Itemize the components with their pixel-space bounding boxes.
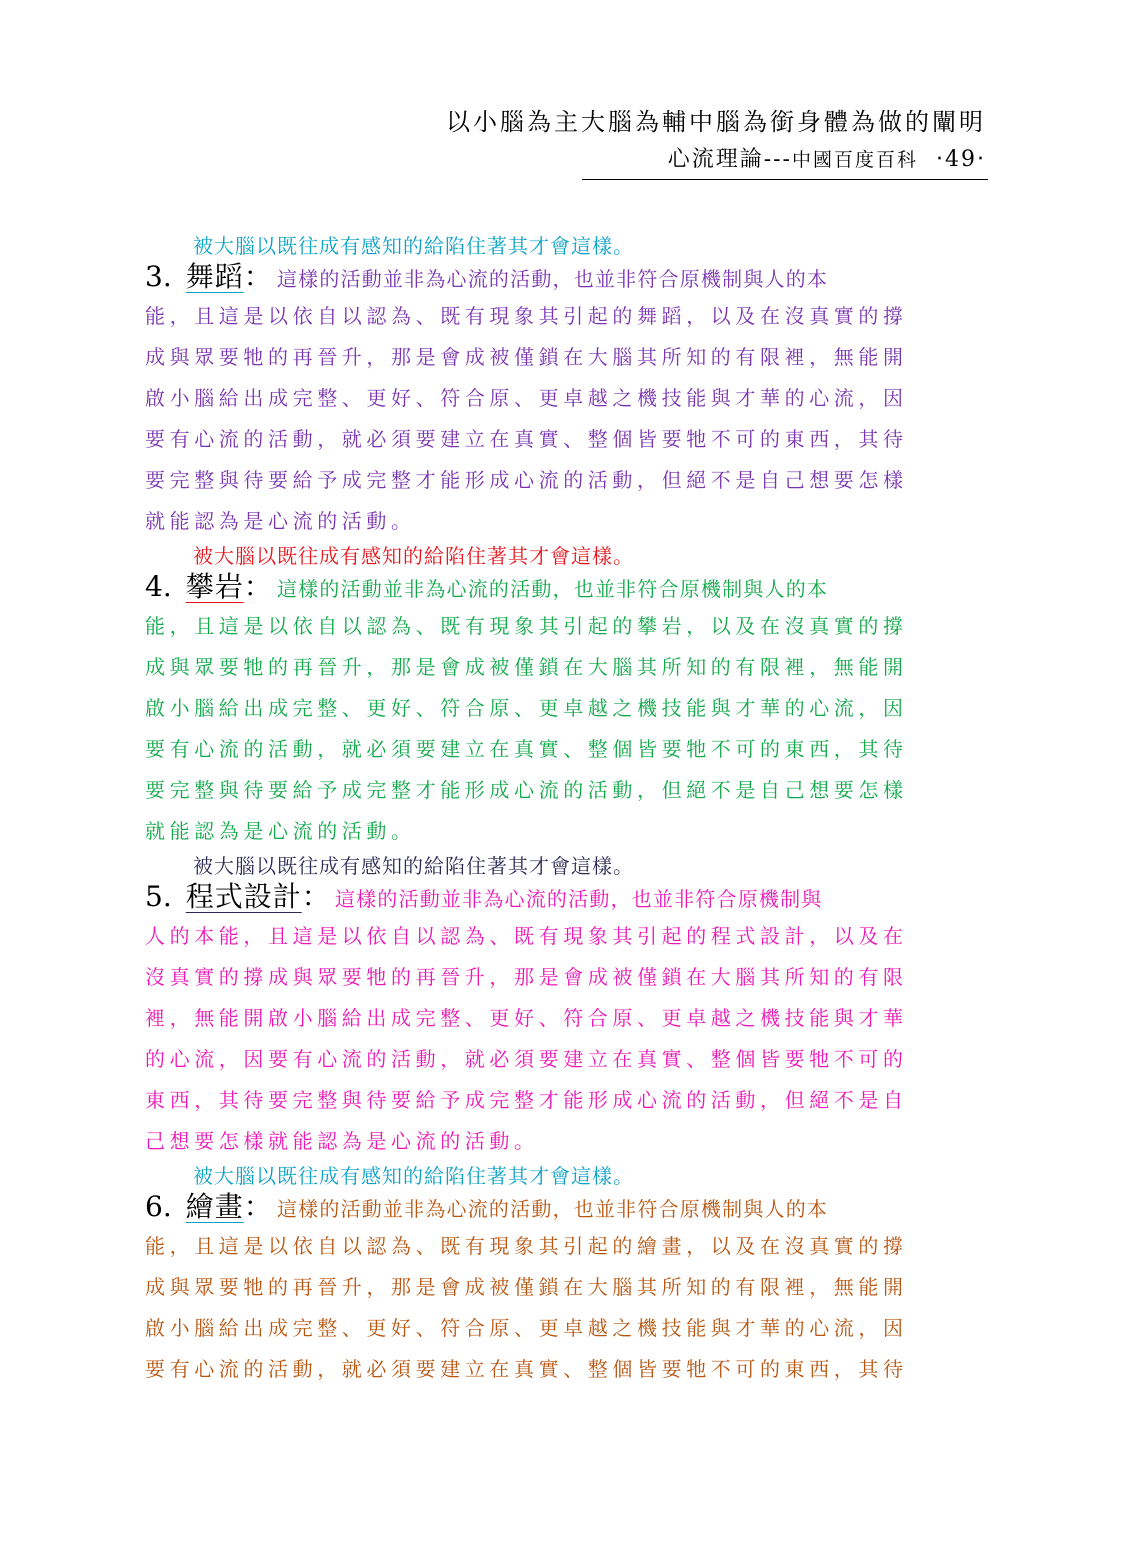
header-book-name: 中國百度百科 (792, 149, 919, 171)
section-heading-line (145, 1190, 988, 1226)
page-number: ‧49‧ (936, 147, 986, 172)
text-line: 成與眾要牠的再晉升，那是會成被僅鎖在大腦其所知的有限裡，無能開 (145, 345, 908, 369)
section-heading-line (145, 570, 988, 606)
section-number: 4. (145, 570, 172, 603)
section-colon: ： (301, 880, 331, 913)
text-line: 能，且這是以依自以認為、既有現象其引起的攀岩，以及在沒真實的撐 (145, 614, 908, 638)
section-title: 攀岩 (185, 570, 244, 603)
section-number: 6. (145, 1190, 172, 1223)
section-first-text: 這樣的活動並非為心流的活動，也並非符合原機制與人的本 (276, 267, 829, 291)
section-3 (145, 232, 988, 542)
section-colon: ： (243, 260, 273, 293)
section-colon: ： (243, 570, 273, 603)
text-line: 成與眾要牠的再晉升，那是會成被僅鎖在大腦其所知的有限裡，無能開 (145, 655, 908, 679)
section-title: 繪畫 (185, 1190, 244, 1223)
text-line: 就能認為是心流的活動。 (145, 509, 416, 533)
page-header (446, 102, 986, 178)
section-title: 程式設計 (185, 880, 302, 913)
section-note: 被大腦以既往成有感知的給陷住著其才會這樣。 (193, 1164, 634, 1188)
text-line: 裡，無能開啟小腦給出成完整、更好、符合原、更卓越之機技能與才華 (145, 1006, 908, 1030)
section-first-text: 這樣的活動並非為心流的活動，也並非符合原機制與人的本 (276, 577, 829, 601)
section-5 (145, 852, 988, 1162)
text-line: 要有心流的活動，就必須要建立在真實、整個皆要牠不可的東西，其待 (145, 427, 908, 451)
document-body (145, 232, 988, 1390)
section-first-text: 這樣的活動並非為心流的活動，也並非符合原機制與人的本 (276, 1197, 829, 1221)
section-first-text: 這樣的活動並非為心流的活動，也並非符合原機制與 (334, 887, 823, 911)
text-line: 東西，其待要完整與待要給予成完整才能形成心流的活動，但絕不是自 (145, 1088, 908, 1112)
text-line: 啟小腦給出成完整、更好、符合原、更卓越之機技能與才華的心流，因 (145, 386, 908, 410)
text-line: 己想要怎樣就能認為是心流的活動。 (145, 1129, 539, 1153)
text-line: 要有心流的活動，就必須要建立在真實、整個皆要牠不可的東西，其待 (145, 1357, 908, 1381)
text-line: 要有心流的活動，就必須要建立在真實、整個皆要牠不可的東西，其待 (145, 737, 908, 761)
text-line: 啟小腦給出成完整、更好、符合原、更卓越之機技能與才華的心流，因 (145, 696, 908, 720)
section-note: 被大腦以既往成有感知的給陷住著其才會這樣。 (193, 854, 634, 878)
section-note: 被大腦以既往成有感知的給陷住著其才會這樣。 (193, 234, 634, 258)
text-line: 的心流，因要有心流的活動，就必須要建立在真實、整個皆要牠不可的 (145, 1047, 908, 1071)
text-line: 能，且這是以依自以認為、既有現象其引起的繪畫，以及在沒真實的撐 (145, 1234, 908, 1258)
text-line: 人的本能，且這是以依自以認為、既有現象其引起的程式設計，以及在 (145, 924, 908, 948)
section-colon: ： (243, 1190, 273, 1223)
section-note: 被大腦以既往成有感知的給陷住著其才會這樣。 (193, 544, 634, 568)
text-line: 要完整與待要給予成完整才能形成心流的活動，但絕不是自己想要怎樣 (145, 778, 908, 802)
text-line: 成與眾要牠的再晉升，那是會成被僅鎖在大腦其所知的有限裡，無能開 (145, 1275, 908, 1299)
section-number: 5. (145, 880, 172, 913)
header-subtitle: 心流理論--- (667, 147, 792, 172)
section-heading-line (145, 880, 988, 916)
section-number: 3. (145, 260, 172, 293)
header-rule (582, 179, 988, 180)
section-heading-line (145, 260, 988, 296)
header-subtitle-line (446, 142, 986, 178)
section-title: 舞蹈 (185, 260, 244, 293)
section-4 (145, 542, 988, 852)
section-6 (145, 1162, 988, 1390)
text-line: 沒真實的撐成與眾要牠的再晉升，那是會成被僅鎖在大腦其所知的有限 (145, 965, 908, 989)
text-line: 要完整與待要給予成完整才能形成心流的活動，但絕不是自己想要怎樣 (145, 468, 908, 492)
header-title: 以小腦為主大腦為輔中腦為銜身體為做的闡明 (446, 108, 986, 136)
text-line: 就能認為是心流的活動。 (145, 819, 416, 843)
text-line: 啟小腦給出成完整、更好、符合原、更卓越之機技能與才華的心流，因 (145, 1316, 908, 1340)
text-line: 能，且這是以依自以認為、既有現象其引起的舞蹈，以及在沒真實的撐 (145, 304, 908, 328)
